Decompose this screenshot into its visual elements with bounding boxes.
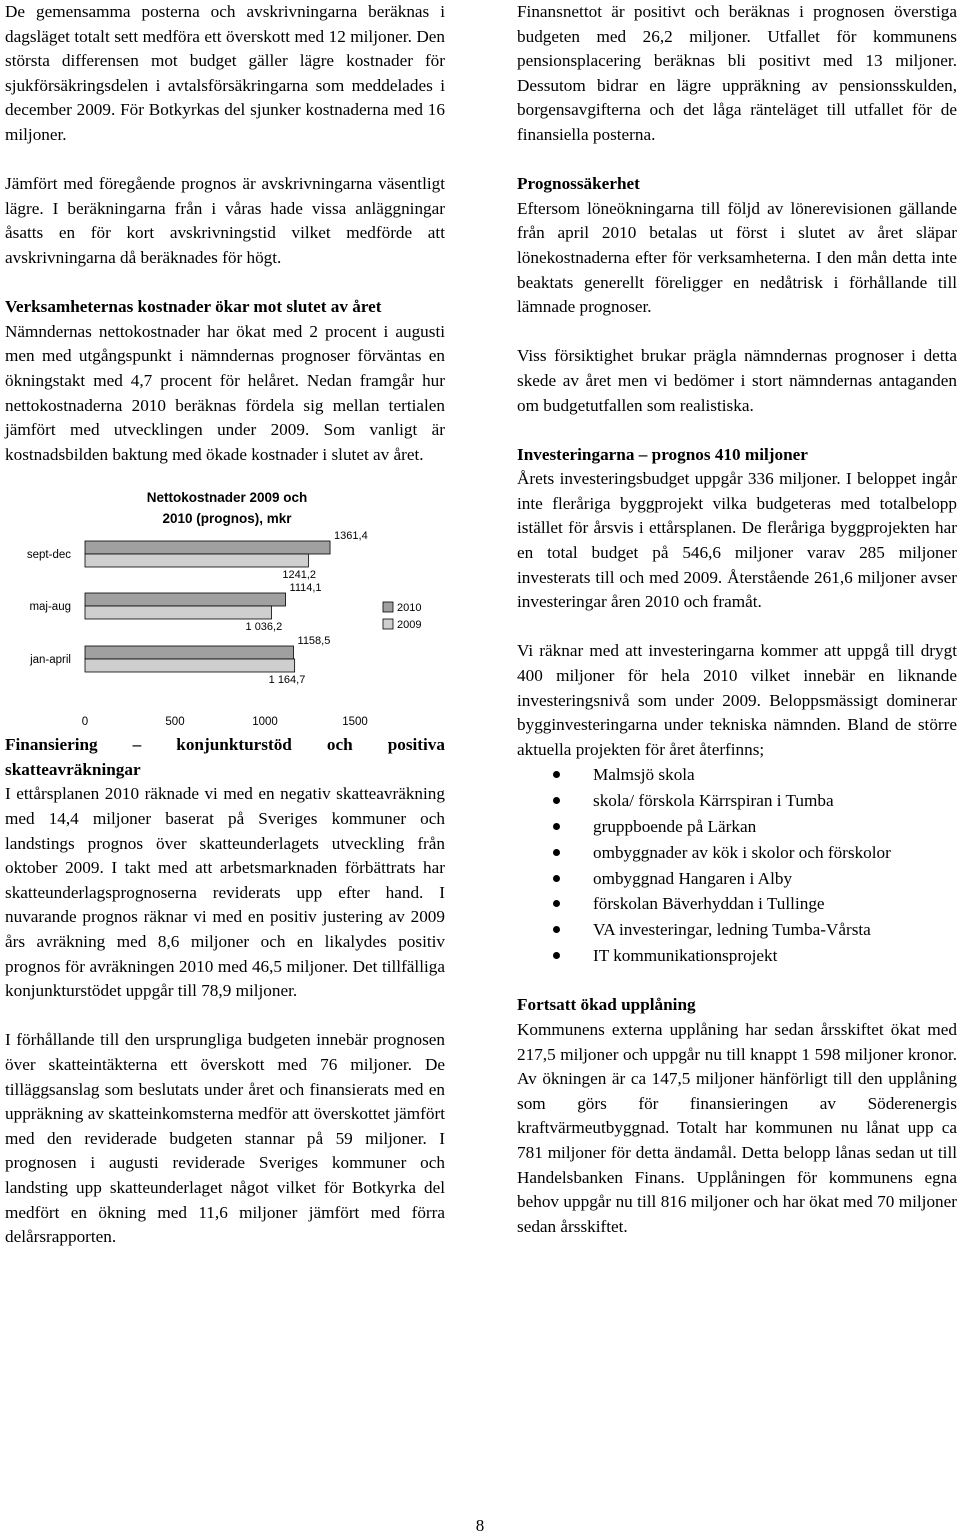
bar-2009 [85, 554, 308, 567]
list-item: gruppboende på Lärkan [517, 814, 957, 840]
paragraph-gemensamma-posterna: De gemensamma posterna och avskrivningarna beräknas i dagsläget totalt sett medföra ett överskott med 12 miljoner. Den största differensen mot budget gäller lägre kostnader för sjukförsäkringsdelen i avtalsförsäkringarna som meddelades i december 2009. För Botkyrkas del sjunker kostnaderna med 16 miljoner. [5, 2, 445, 144]
x-tick-label: 500 [165, 716, 185, 729]
x-tick-label: 0 [81, 716, 89, 729]
bullet-icon [553, 875, 560, 882]
heading-finansiering: Finansiering – konjunkturstöd och positiva skatteavräkningar [5, 735, 445, 779]
y-tick-label: jan-april [30, 654, 71, 667]
project-list [517, 762, 957, 968]
x-tick-label: 1000 [252, 716, 278, 729]
bar-2010 [85, 593, 286, 606]
paragraph-loneokningar: Eftersom löneökningarna till följd av lönerevisionen gällande från april 2010 betalas ut först i slutet av året släpar lönekostnaderna efter för verksamheterna. I den mån detta inte beaktats generellt föreligger en nedåtrisk i förhållande till lämnade prognoser. [517, 198, 957, 317]
list-item: Malmsjö skola [517, 762, 957, 788]
legend-swatch-2010 [383, 602, 393, 612]
paragraph-investeringsbudget: Årets investeringsbudget uppgår 336 miljoner. I beloppet ingår inte fleråriga byggprojekt vilka budgeteras med totalbelopp istället för årsvis i ettårsplanen. De fleråriga byggprojekten har en total budget på 546,6 miljoner varav 285 miljoner investerats till och med 2009. Återstående 261,6 miljoner avser investeringar åren 2010 och framåt. [517, 469, 957, 612]
list-item: ombyggnader av kök i skolor och förskolor [517, 840, 957, 866]
heading-investeringar: Investeringarna – prognos 410 miljoner [517, 444, 808, 464]
paragraph-skatteavrakning: I ettårsplanen 2010 räknade vi med en negativ skatteavräkning med 14,4 miljoner baserat på Sveriges kommuner och landstings prognos över skatteunderlagets utveckling från oktober 2009. I takt med att arbetsmarknaden förbättrats har skatteunderlagsprognoserna reviderats upp efter hand. I nuvarande prognos räknar vi med en positiv justering av 2009 års avräkning med 8,6 miljoner och en likalydes positiv prognos för avräkningen 2010 med 46,5 miljoner. Det tillfälliga konjunkturstödet uppgår till 78,9 miljoner. [5, 784, 445, 1001]
legend-label-2009: 2009 [397, 619, 422, 632]
bullet-icon [553, 771, 560, 778]
x-tick-label: 1500 [342, 716, 368, 729]
paragraph-finansnetto: Finansnettot är positivt och beräknas i prognosen överstiga budgeten med 26,2 miljoner. Utfallet för kommunens pensionsplacering beräknas bli positivt med 13 miljoner. Dessutom bidrar en lägre uppräkning av pensionsskulden, borgensavgifterna och det låga ränteläget till utfallet för de finansiella posterna. [517, 2, 957, 144]
bar-2009 [85, 659, 295, 672]
list-item: VA investeringar, ledning Tumba-Vårsta [517, 917, 957, 943]
data-label: 1361,4 [334, 530, 368, 543]
paragraph-upplaning: Kommunens externa upplåning har sedan årsskiftet ökat med 217,5 miljoner och uppgår nu till knappt 1 598 miljoner kronor. Av ökningen är ca 147,5 miljoner hänförligt till den upplåning som görs för finansieringen av Söderenergis kraftvärmeutbyggnad. Totalt har kommunen nu lånat upp ca 781 miljoner för detta ändamål. Detta belopp lånas sedan ut till Handelsbanken Finans. Upplåningen för kommunens egna behov uppgår nu till 816 miljoner och har ökat med 70 miljoner sedan årsskiftet. [517, 1019, 957, 1236]
left-column [5, 0, 445, 1250]
bar-2010 [85, 541, 330, 554]
y-tick-label: maj-aug [29, 601, 71, 614]
paragraph-skatteintakter: I förhållande till den ursprungliga budgeten innebär prognosen över skatteintäkterna ett överskott med 76 miljoner. De tilläggsanslag som beslutats under året och finansierats med en uppräkning av skatteinkomsterna medför att överskottet jämfört med den reviderade budgeten stannar på 59 miljoner. I prognosen i augusti reviderade Sveriges kommuner och landsting upp skatteunderlaget något vilket för Botkyrka del medfört en ökning med 11,6 miljoner jämfört med förra delårsrapporten. [5, 1030, 445, 1247]
data-label: 1158,5 [297, 635, 331, 648]
legend-swatch-2009 [383, 619, 393, 629]
paragraph-forsiktighet: Viss försiktighet brukar prägla nämndernas prognoser i detta skede av året men vi bedömer i stort nämndernas antaganden om budgetutfallen som realistiska. [517, 346, 957, 415]
list-item: ombyggnad Hangaren i Alby [517, 866, 957, 892]
nettokostnader-chart [5, 471, 445, 733]
right-column [517, 0, 957, 1239]
chart-legend [383, 602, 421, 631]
bullet-icon [553, 900, 560, 907]
page-number: 8 [475, 1516, 485, 1535]
legend-label-2010: 2010 [397, 602, 422, 615]
list-item: skola/ förskola Kärrspiran i Tumba [517, 788, 957, 814]
bar-2010 [85, 646, 294, 659]
chart-title-line-1: Nettokostnader 2009 och [146, 490, 308, 506]
data-label: 1241,2 [282, 569, 317, 582]
list-item: IT kommunikationsprojekt [517, 943, 957, 969]
bullet-icon [553, 926, 560, 933]
bullet-icon [553, 952, 560, 959]
chart-svg [5, 471, 445, 733]
paragraph-nettokostnader: Nämndernas nettokostnader har ökat med 2 procent i augusti men med utgångspunkt i nämndernas prognoser förväntas en ökningstakt med 4,7 procent för helåret. Nedan framgår hur nettokostnaderna 2010 beräknas fördela sig mellan tertialen jämfört med utvecklingen under 2009. Som vanligt är kostnadsbilden baktung med ökade kostnader i slutet av året. [5, 321, 445, 464]
heading-verksamheternas-kostnader: Verksamheternas kostnader ökar mot slutet av året [5, 297, 382, 317]
data-label: 1 164,7 [268, 674, 306, 687]
data-label: 1 036,2 [245, 621, 283, 634]
list-item: förskolan Bäverhyddan i Tullinge [517, 891, 957, 917]
data-label: 1114,1 [289, 582, 322, 595]
chart-title-line-2: 2010 (prognos), mkr [162, 511, 292, 527]
bullet-icon [553, 849, 560, 856]
paragraph-avskrivningar: Jämfört med föregående prognos är avskrivningarna väsentligt lägre. I beräkningarna från i våras hade vissa anläggningar åsatts en för kort avskrivningstid vilket medförde att avskrivningarna då beräknades för högt. [5, 174, 445, 267]
heading-prognossakerhet: Prognossäkerhet [517, 174, 640, 194]
y-tick-label: sept-dec [26, 549, 71, 562]
bullet-icon [553, 823, 560, 830]
heading-upplaning: Fortsatt ökad upplåning [517, 995, 696, 1015]
paragraph-investeringsniva: Vi räknar med att investeringarna kommer att uppgå till drygt 400 miljoner för hela 2010 vilket innebär en liknande investeringsnivå som under 2009. Beloppsmässigt dominerar bygginvesteringarna under tekniska nämnden. Bland de större aktuella projekten för året återfinns; [517, 641, 957, 759]
bullet-icon [553, 797, 560, 804]
bar-2009 [85, 606, 272, 619]
